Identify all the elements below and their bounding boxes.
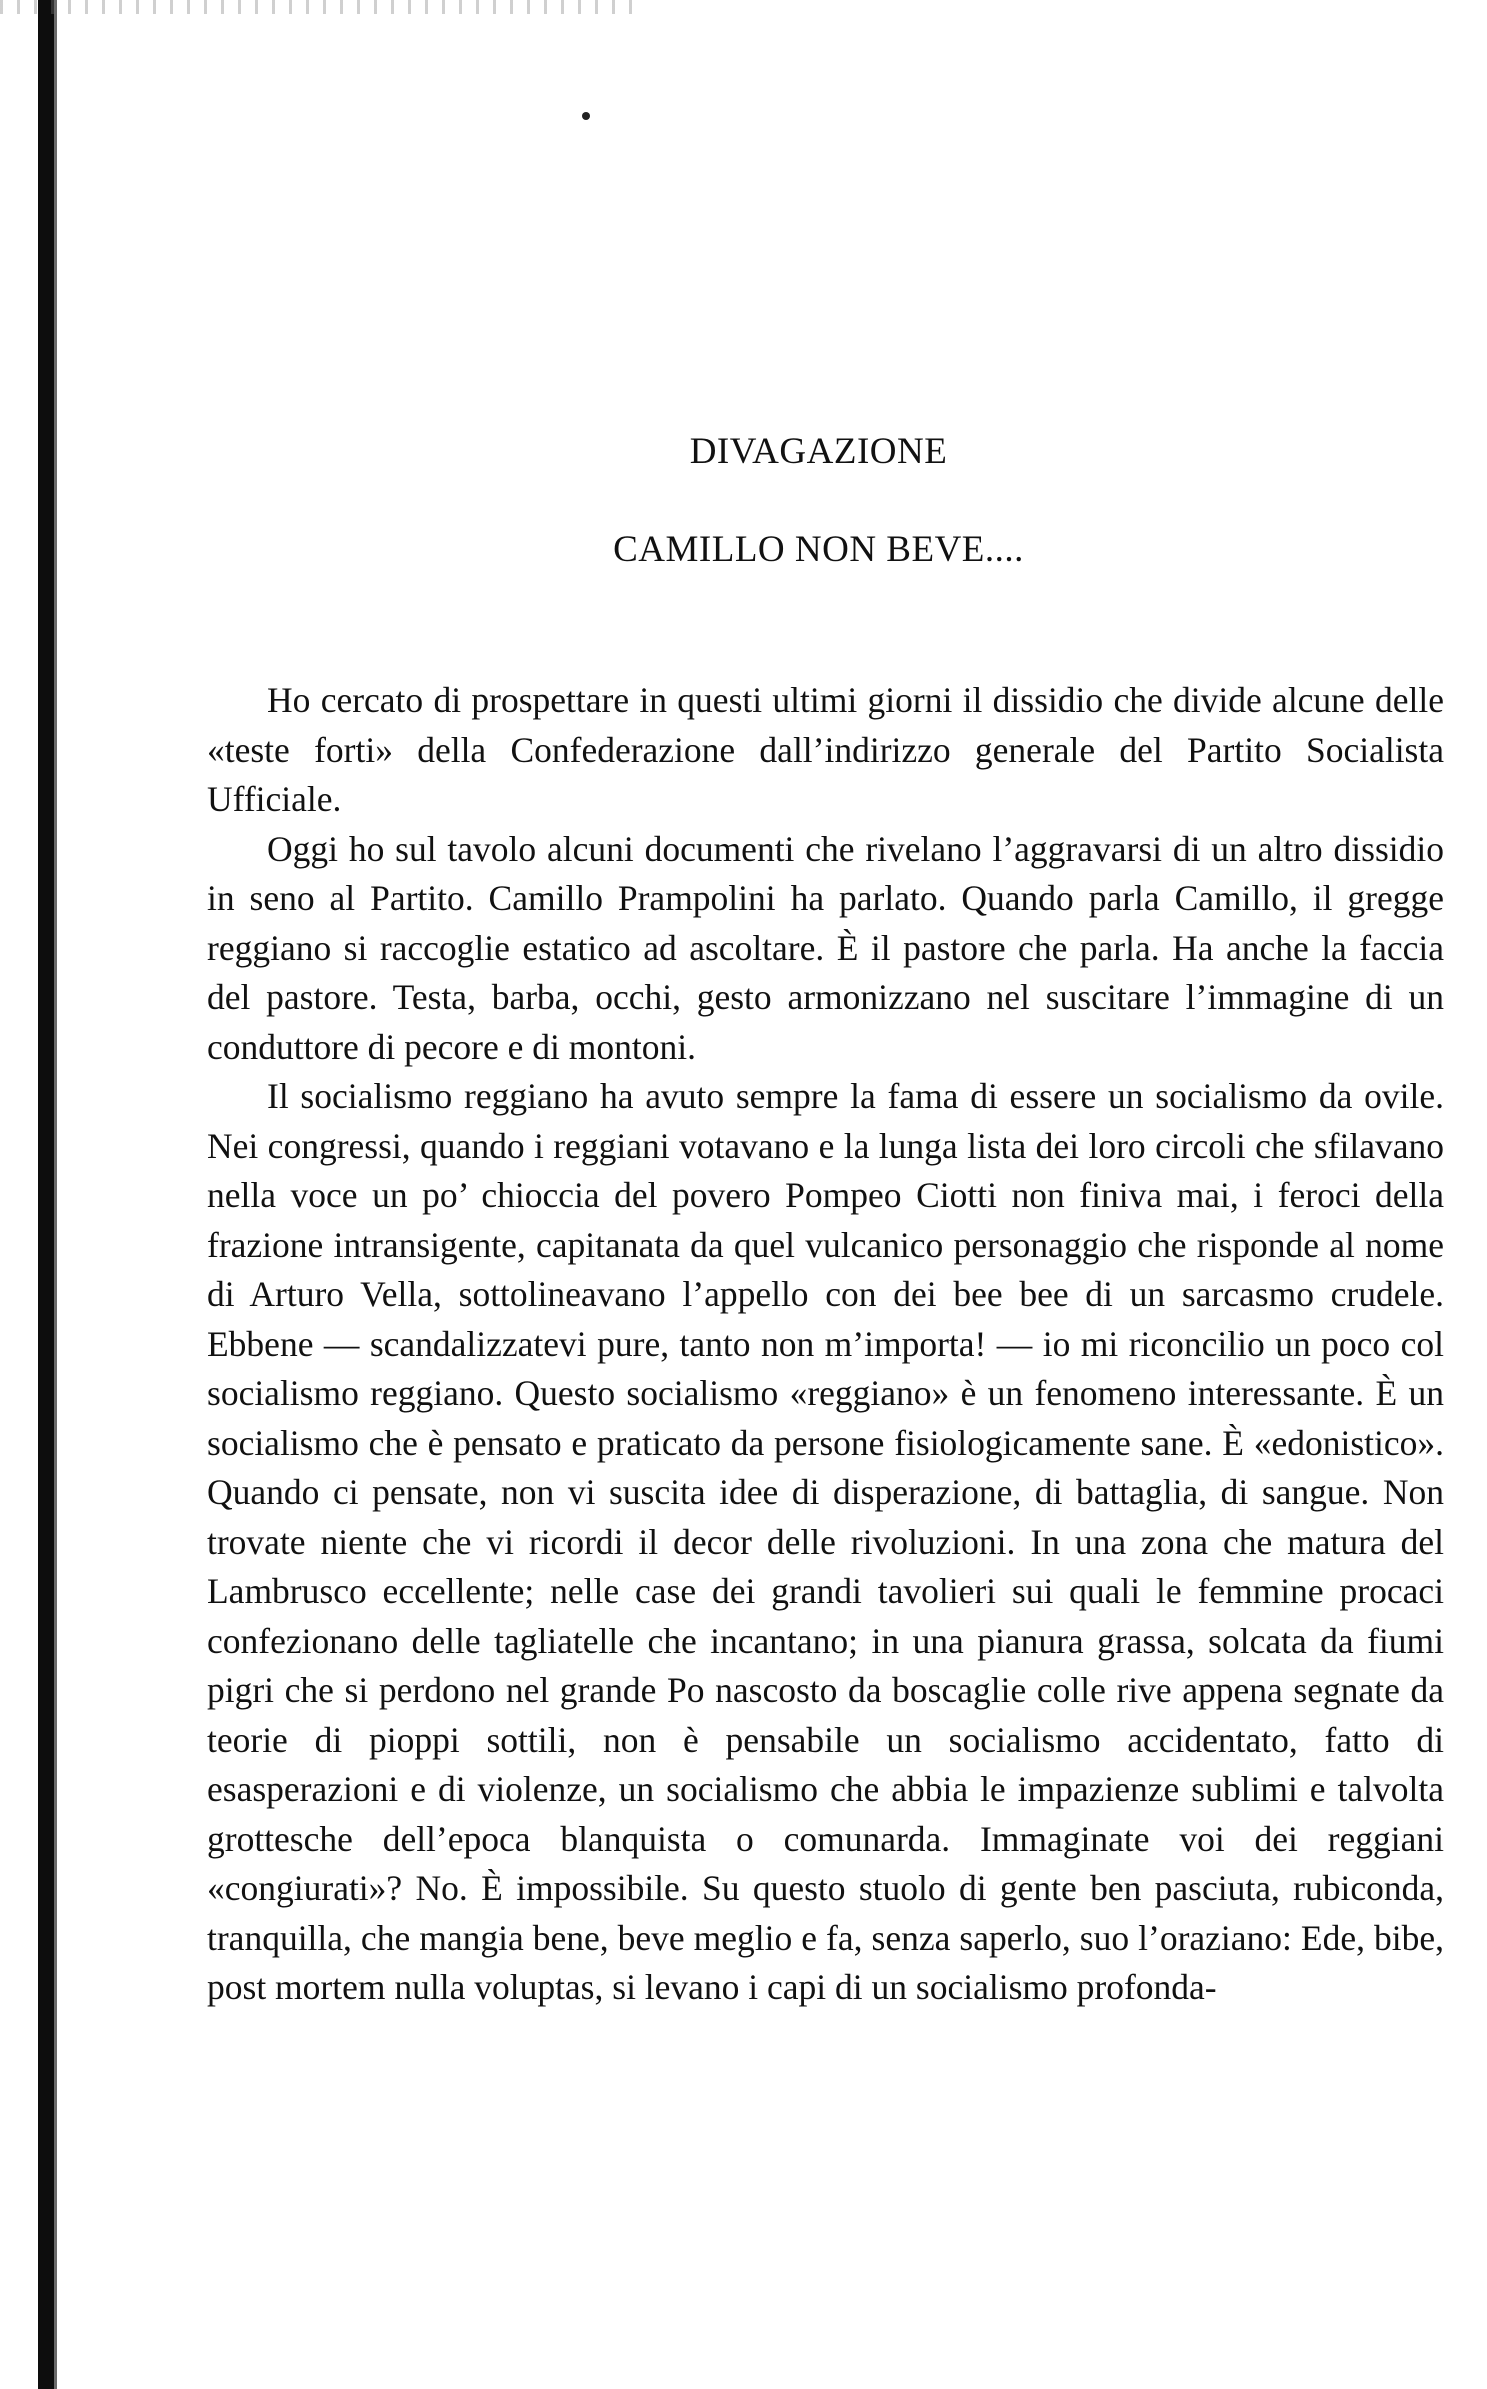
paragraph-1: Ho cercato di prospettare in questi ultimi giorni il dissidio che divide alcune delle «teste forti» della Confederazione dall’indirizzo generale del Partito Socialista Ufficiale. xyxy=(207,680,1444,819)
paragraph-3: Il socialismo reggiano ha avuto sempre la fama di essere un socialismo da ovile. Nei congressi, quando i reggiani votavano e la lunga lista dei loro circoli che sfilavano nella voce un po’ chioccia del povero Pompeo Ciotti non finiva mai, i feroci della frazione intransigente, capitanata da quel vulcanico personaggio che risponde al nome di Arturo Vella, sottolineavano l’appello con dei bee bee di un sarcasmo crudele. Ebbene — scandalizzatevi pure, tanto non m’importa! — io mi riconcilio un poco col socialismo reggiano. Questo socialismo «reggiano» è un fenomeno interessante. È un socialismo che è pensato e praticato da persone fisiologicamente sane. È «edonistico». Quando ci pensate, non vi suscita idee di disperazione, di battaglia, di sangue. Non trovate niente che vi ricordi il decor delle rivoluzioni. In una zona che matura del Lambrusco eccellente; nelle case dei grandi tavolieri sui quali le femmine procaci confezionano delle tagliatelle che incantano; in una pianura grassa, solcata da fiumi pigri che si perdono nel grande Po nascosto da boscaglie colle rive appena segnate da teorie di pioppi sottili, non è pensabile un socialismo accidentato, fatto di esasperazioni e di violenze, un socialismo che abbia le impazienze sublimi e talvolta grottesche dell’epoca blanquista o comunarda. Immaginate voi dei reggiani «congiurati»? No. È impossibile. Su questo stuolo di gente ben pasciuta, rubiconda, tranquilla, che mangia bene, beve meglio e fa, senza saperlo, suo l’oraziano: Ede, bibe, post mortem nulla voluptas, si levano i capi di un socialismo profonda- xyxy=(207,1076,1444,2007)
article-body xyxy=(207,676,1444,2013)
paragraph-2: Oggi ho sul tavolo alcuni documenti che rivelano l’aggravarsi di un altro dissidio in seno al Partito. Camillo Prampolini ha parlato. Quando parla Camillo, il gregge reggiano si raccoglie estatico ad ascoltare. È il pastore che parla. Ha anche la faccia del pastore. Testa, barba, occhi, gesto armonizzano nel suscitare l’immagine di un conduttore di pecore e di montoni. xyxy=(207,828,1444,1067)
ink-speck xyxy=(582,112,590,120)
article-title: CAMILLO NON BEVE.... xyxy=(613,529,1024,570)
section-heading: DIVAGAZIONE xyxy=(689,431,948,472)
scan-noise xyxy=(0,0,640,14)
page-binding-edge xyxy=(38,0,54,2389)
